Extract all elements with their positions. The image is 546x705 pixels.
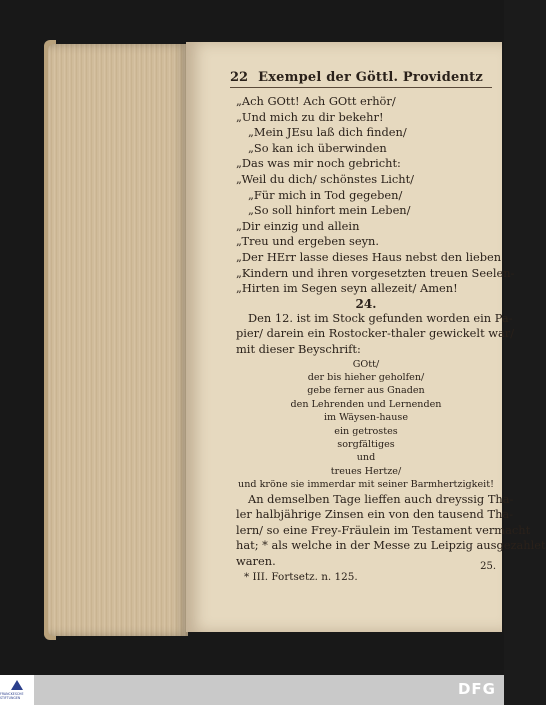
text-line: „So soll hinfort mein Leben/ xyxy=(248,203,411,218)
running-head xyxy=(230,70,492,88)
inscription-line: GOtt/ xyxy=(352,358,380,370)
inscription-line: den Lehrenden und Lernenden xyxy=(290,398,442,410)
text-line: „Und mich zu dir bekehr! xyxy=(236,109,384,124)
book-page-edges xyxy=(48,44,188,636)
text-line: „Der HErr lasse dieses Haus nebst den lieben xyxy=(236,249,502,264)
running-head-title: Exempel der Göttl. Providentz xyxy=(258,70,483,85)
text-line: „So kan ich überwinden xyxy=(248,140,387,155)
dfg-logo[interactable]: DFG xyxy=(457,680,496,698)
text-line: „Treu und ergeben seyn. xyxy=(236,234,380,249)
library-logo[interactable] xyxy=(0,675,34,705)
inscription-line: der bis hieher geholfen/ xyxy=(307,371,425,383)
paragraph-line: waren. xyxy=(236,553,276,568)
inscription-line: ein getrostes xyxy=(334,425,398,437)
viewer-footer-bar xyxy=(0,675,504,705)
paragraph-line: Den 12. ist im Stock gefunden worden ein Pa- xyxy=(248,310,513,325)
paragraph-line: pier/ darein ein Rostocker-thaler gewickelt war/ xyxy=(236,326,515,341)
paragraph-line: mit dieser Beyschrift: xyxy=(236,341,361,356)
text-line: „Hirten im Segen seyn allezeit/ Amen! xyxy=(236,281,458,296)
paragraph-line: ler halbjährige Zinsen ein von den tausend Tha- xyxy=(236,507,514,522)
text-line: „Dir einzig und allein xyxy=(236,218,360,233)
paragraph-line: An demselben Tage lieffen auch dreyssig Tha- xyxy=(248,491,514,506)
text-line: „Mein JEsu laß dich finden/ xyxy=(248,125,407,140)
footnote: * III. Fortsetz. n. 125. xyxy=(244,570,358,583)
inscription-line: sorgfältiges xyxy=(337,438,395,450)
text-line: „Weil du dich/ schönstes Licht/ xyxy=(236,171,414,186)
inscription-line: treues Hertze/ xyxy=(330,465,402,477)
page-text xyxy=(236,94,546,585)
text-line: „Das was mir noch gebricht: xyxy=(236,156,401,171)
text-line: „Für mich in Tod gegeben/ xyxy=(248,187,403,202)
library-logo-icon xyxy=(11,680,23,690)
library-logo-text: FRANCKESCHE STIFTUNGEN xyxy=(0,692,24,700)
inscription-line: gebe ferner aus Gnaden xyxy=(307,385,425,397)
book-page xyxy=(186,42,546,632)
inscription-line: im Wäysen-hause xyxy=(323,412,409,424)
paragraph-line: hat; * als welche in der Messe zu Leipzig ausgezahlet xyxy=(236,538,546,553)
inscription-line: und kröne sie immerdar mit seiner Barmhertzigkeit! xyxy=(238,479,494,491)
inscription-line: und xyxy=(356,452,376,464)
text-line: „Kindern und ihren vorgesetzten treuen Seelen- xyxy=(236,265,515,280)
text-line: „Ach GOtt! Ach GOtt erhör/ xyxy=(236,94,396,108)
page-number: 22 xyxy=(230,70,249,85)
section-number: 24. xyxy=(355,296,377,311)
catchword: 25. xyxy=(480,561,496,572)
paragraph-line: lern/ so eine Frey-Fräulein im Testament vermacht xyxy=(236,522,531,537)
